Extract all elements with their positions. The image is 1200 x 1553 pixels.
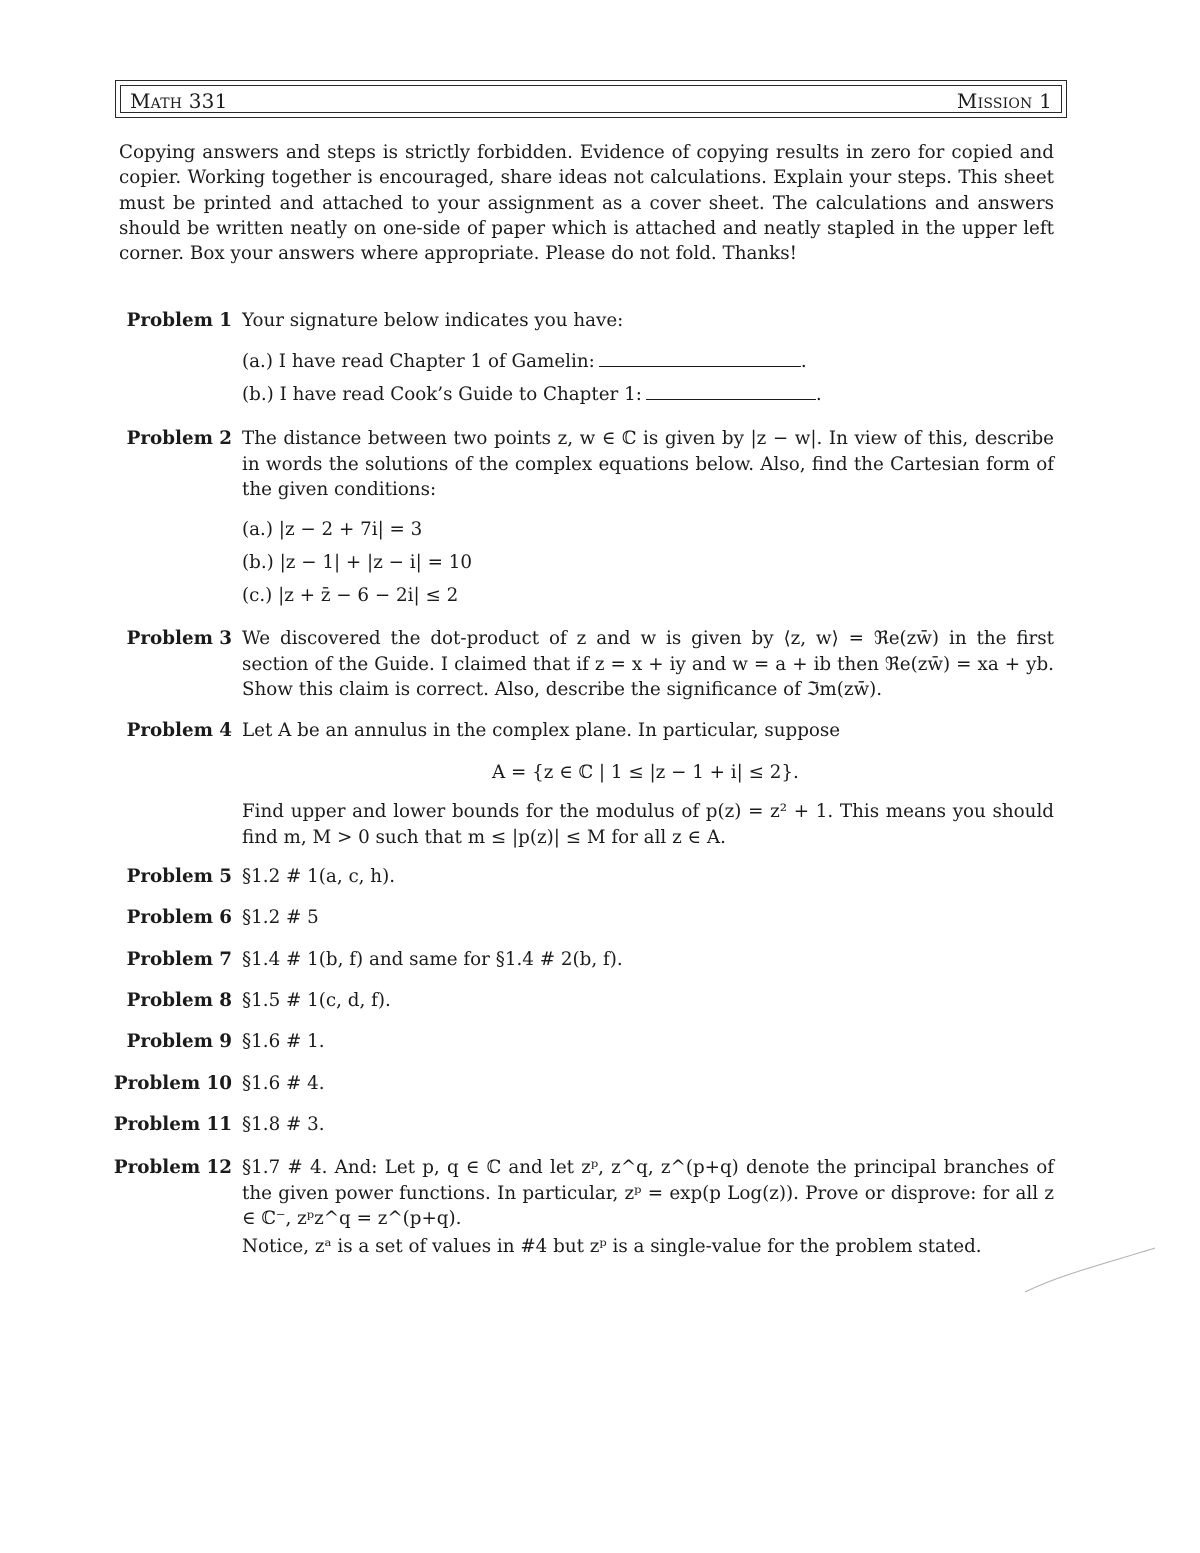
header-box (115, 80, 1067, 118)
problem-label: Problem 6 (126, 907, 232, 928)
problem-text: §1.5 # 1(c, d, f). (242, 990, 391, 1011)
problem-text: §1.6 # 1. (242, 1031, 325, 1052)
document-page: Math 331 Mission 1 Copying answers and steps is strictly forbidden. Evidence of copying results in zero for copied and copier. Working together is encouraged, share ideas not calculations. Explain your steps. This sheet must be printed and attached to your assignment as a cover sheet. The calculations and answers should be written neatly on one-side of paper which is attached and neatly stapled in the upper left corner. Box your answers where appropriate. Please do not fold. Thanks! Problem 1 Your signature below indicates you have: (a.) I have read Chapter 1 of Gamelin: . (b.) I have read Cook’s Guide to Chapter 1: . Problem 2 The distance between two points z, w ∈ ℂ is given by |z − w|. In view of this, describe in words the solutions of the complex equations below. Also, find the Cartesian form of the given conditions: (a.) |z − 2 + 7i| = 3 (b.) |z − 1| + |z − i| = 10 (c.) |z + z̄ − 6 − 2i| ≤ 2 Problem 3 We discovered the dot-product of z and w is given by ⟨z, w⟩ = ℜe(zw̄) in the first section of the Guide. I claimed that if z = x + iy and w = a + ib then ℜe(zw̄) = xa + yb. Show this claim is correct. Also, describe the significance of ℑm(zw̄). Problem 4 Let A be an annulus in the complex plane. In particular, suppose A = {z ∈ ℂ | 1 ≤ |z − 1 + i| ≤ 2}. Find upper and lower bounds for the modulus of p(z) = z² + 1. This means you should find m, M > 0 such that m ≤ |p(z)| ≤ M for all z ∈ A. Problem 5 §1.2 # 1(a, c, h). Problem 6 §1.2 # 5 Problem 7 §1.4 # 1(b, f) and same for §1.4 # 2(b, f). Problem 8 §1.5 # 1(c, d, f). Problem 9 §1.6 # 1. Problem 10 §1.6 # 4. Problem 11 §1.8 # 3. Problem 12 §1.7 # 4. And: Let p, q ∈ ℂ and let zᵖ, z^q, z^(p+q) denote the principal branches of the given power functions. In particular, zᵖ = exp(p Log(z)). Prove or disprove: for all z ∈ ℂ⁻, zᵖz^q = z^(p+q). Notice, zᵃ is a set of values in #4 but zᵖ is a single-value for the problem stated. (0, 0, 1200, 1553)
problem-4-bounds-text: Find upper and lower bounds for the modulus of p(z) = z² + 1. This means you should find m, M > 0 such that m ≤ |p(z)| ≤ M for all z ∈ A. (242, 801, 1054, 848)
problem-label: Problem 3 (126, 628, 232, 649)
problem-2-part-c: (c.) |z + z̄ − 6 − 2i| ≤ 2 (242, 585, 459, 606)
problem-label: Problem 5 (126, 866, 232, 887)
problem-2-part-a: (a.) |z − 2 + 7i| = 3 (242, 519, 423, 540)
part-b-text: (b.) I have read Cook’s Guide to Chapter 1: (242, 384, 642, 405)
pencil-stroke-mark (1020, 1240, 1160, 1300)
header-inner-frame (120, 85, 1062, 113)
problem-text: Let A be an annulus in the complex plane. In particular, suppose (242, 720, 841, 741)
problem-text: §1.4 # 1(b, f) and same for §1.4 # 2(b, f). (242, 949, 623, 970)
course-title: Math 331 (130, 89, 228, 113)
problem-text: §1.2 # 5 (242, 907, 319, 928)
instructions-paragraph: Copying answers and steps is strictly forbidden. Evidence of copying results in zero for copied and copier. Working together is encouraged, share ideas not calculations. Explain your steps. This sheet must be printed and attached to your assignment as a cover sheet. The calculations and answers should be written neatly on one-side of paper which is attached and neatly stapled in the upper left corner. Box your answers where appropriate. Please do not fold. Thanks! (119, 142, 1054, 265)
problem-text: §1.6 # 4. (242, 1073, 325, 1094)
problem-text: Your signature below indicates you have: (242, 310, 624, 331)
problem-text: §1.8 # 3. (242, 1114, 325, 1135)
problem-label: Problem 2 (126, 428, 232, 449)
problem-2-part-b: (b.) |z − 1| + |z − i| = 10 (242, 552, 472, 573)
assignment-title: Mission 1 (956, 89, 1052, 113)
annulus-formula: A = {z ∈ ℂ | 1 ≤ |z − 1 + i| ≤ 2}. (492, 762, 799, 783)
signature-line-b[interactable] (646, 398, 816, 400)
signature-line-a[interactable] (599, 365, 801, 367)
problem-label: Problem 8 (126, 990, 232, 1011)
problem-text: We discovered the dot-product of z and w is given by ⟨z, w⟩ = ℜe(zw̄) in the first section of the Guide. I claimed that if z = x + iy and w = a + ib then ℜe(zw̄) = xa + yb. Show this claim is correct. Also, describe the significance of ℑm(zw̄). (242, 628, 1054, 700)
problem-12-note: Notice, zᵃ is a set of values in #4 but zᵖ is a single-value for the problem stated. (242, 1236, 982, 1257)
problem-label: Problem 1 (126, 310, 232, 331)
problem-text: §1.7 # 4. And: Let p, q ∈ ℂ and let zᵖ, z^q, z^(p+q) denote the principal branches of the given power functions. In particular, zᵖ = exp(p Log(z)). Prove or disprove: for all z ∈ ℂ⁻, zᵖz^q = z^(p+q). (242, 1157, 1054, 1229)
problem-label: Problem 11 (113, 1114, 232, 1135)
problem-text: The distance between two points z, w ∈ ℂ is given by |z − w|. In view of this, describe in words the solutions of the complex equations below. Also, find the Cartesian form of the given conditions: (242, 428, 1054, 500)
part-a-text: (a.) I have read Chapter 1 of Gamelin: (242, 351, 595, 372)
problem-label: Problem 12 (113, 1157, 232, 1178)
problem-label: Problem 7 (126, 949, 232, 970)
problem-label: Problem 10 (113, 1073, 232, 1094)
problem-text: §1.2 # 1(a, c, h). (242, 866, 396, 887)
problem-label: Problem 9 (126, 1031, 232, 1052)
problem-label: Problem 4 (126, 720, 232, 741)
